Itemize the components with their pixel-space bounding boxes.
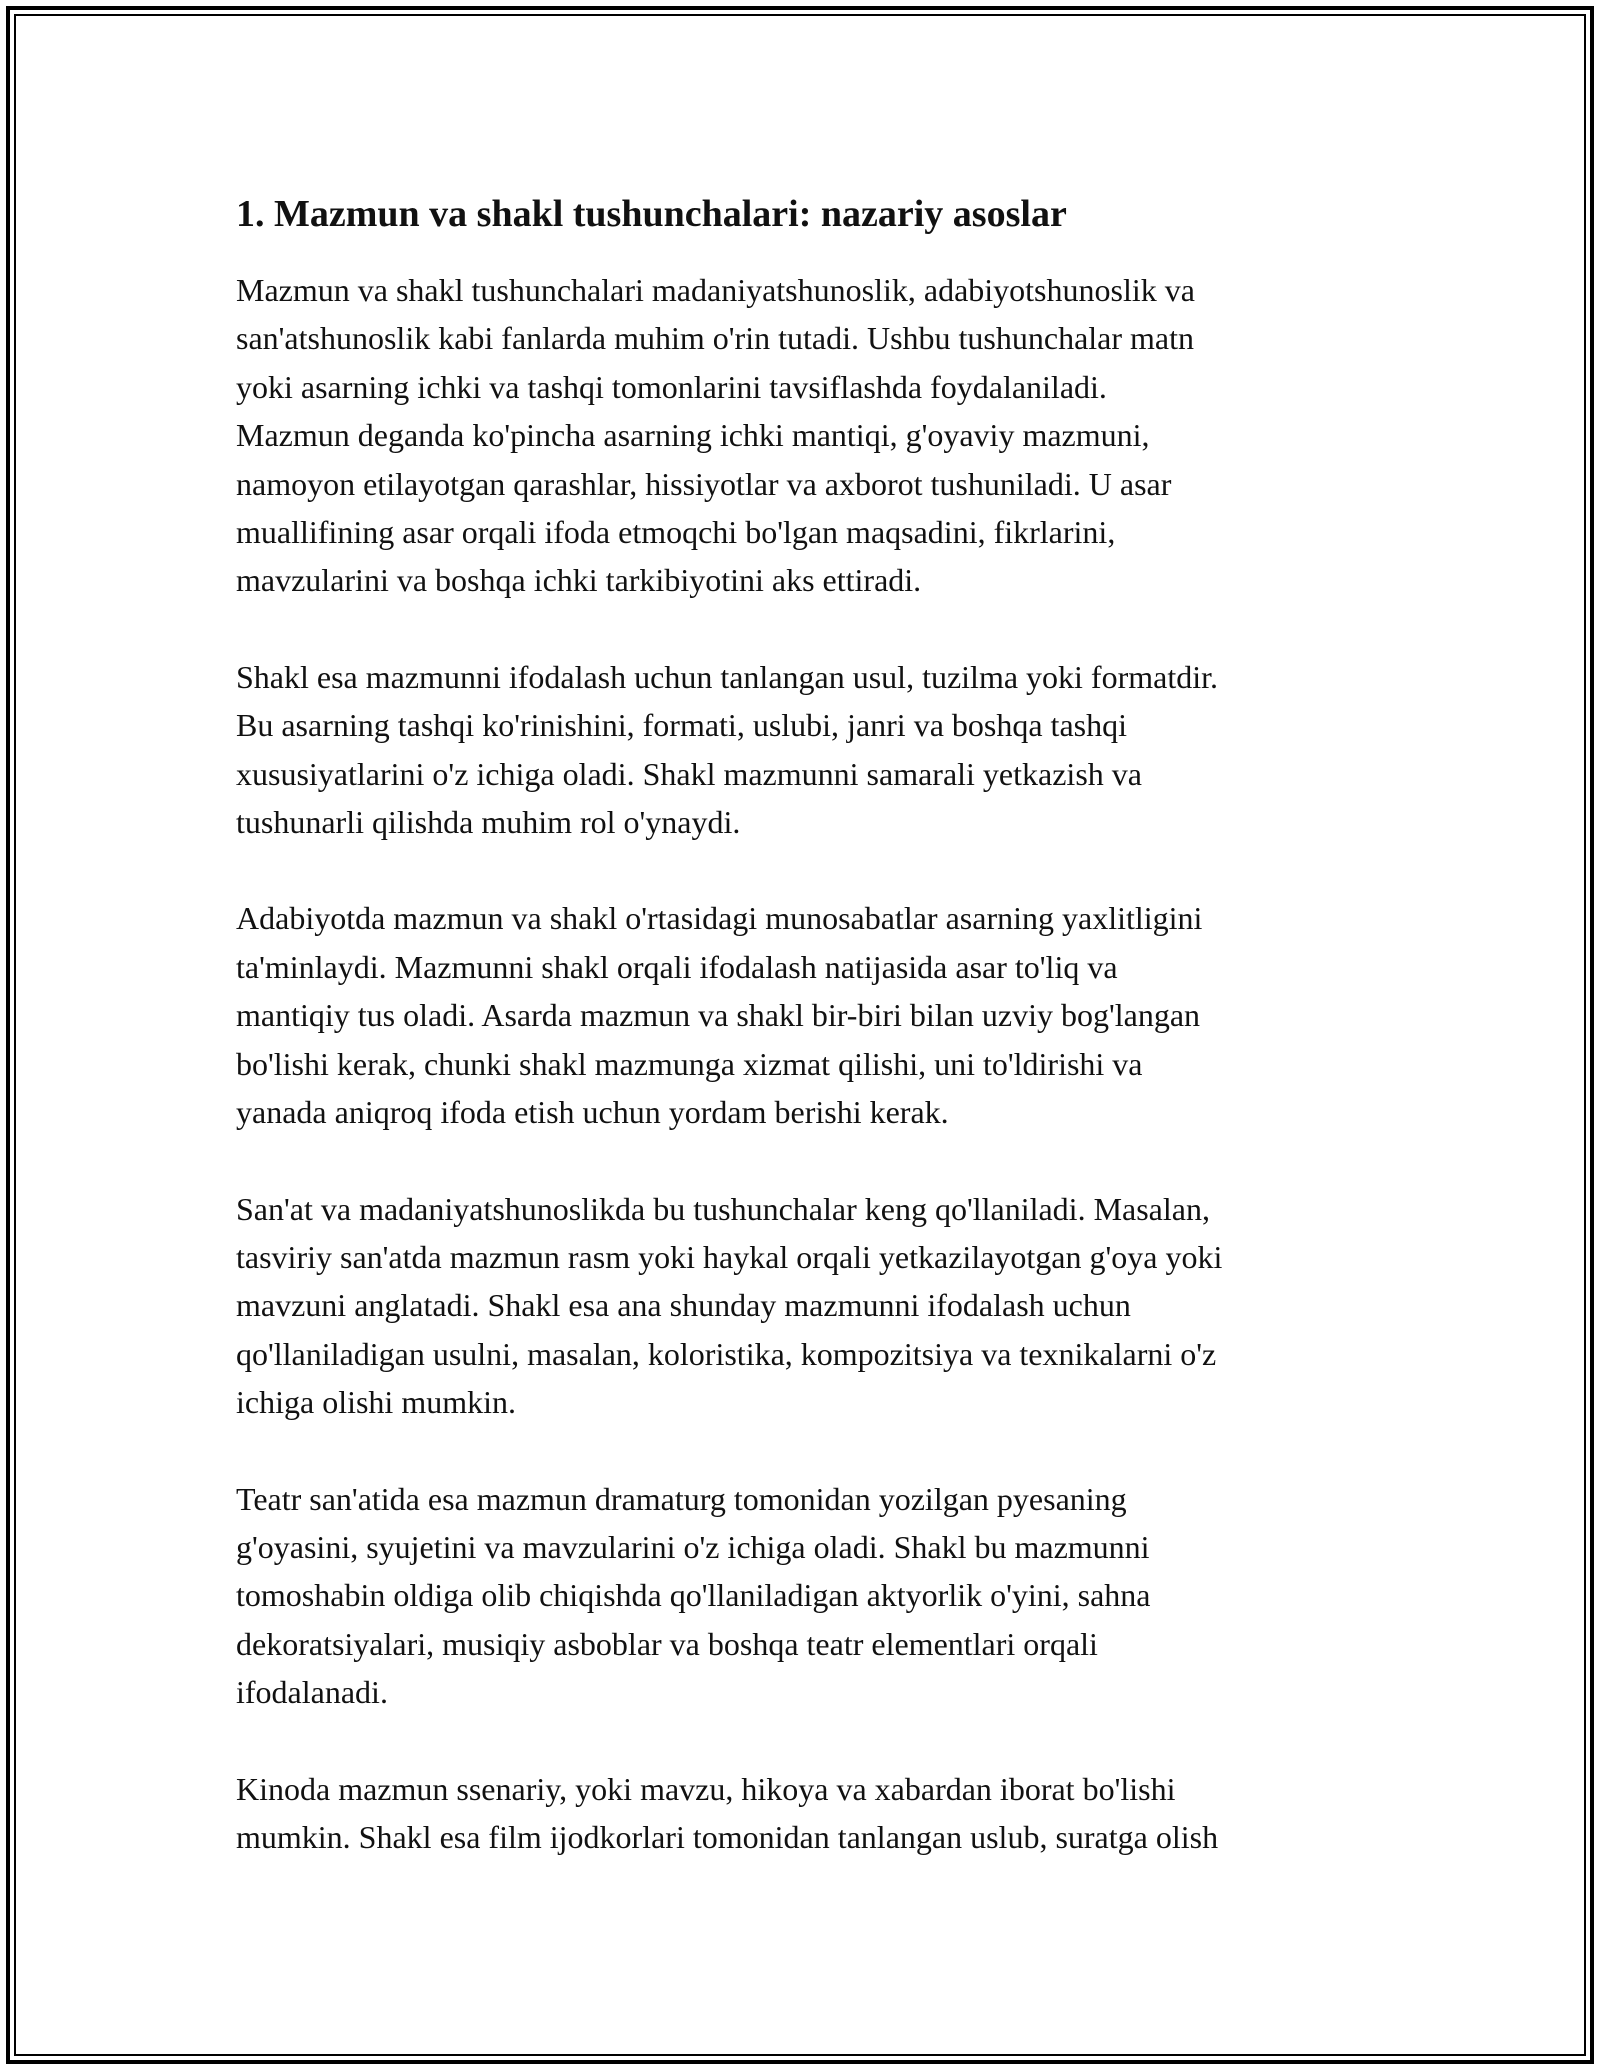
text-line: mumkin. Shakl esa film ijodkorlari tomonidan tanlangan uslub, suratga olish <box>236 1818 1219 1855</box>
paragraph-shakl <box>236 653 1386 847</box>
paragraph-adabiyot <box>236 894 1386 1136</box>
text-line: tomoshabin oldiga olib chiqishda qo'llaniladigan aktyorlik o'yini, sahna <box>236 1577 1151 1614</box>
text-line: tushunarli qilishda muhim rol o'ynaydi. <box>236 804 741 841</box>
section-heading: 1. Mazmun va shakl tushunchalari: nazariy asoslar <box>236 193 1067 235</box>
text-line: Teatr san'atida esa mazmun dramaturg tomonidan yozilgan pyesaning <box>236 1480 1127 1517</box>
paragraph-teatr <box>236 1475 1386 1717</box>
text-line: san'atshunoslik kabi fanlarda muhim o'rin tutadi. Ushbu tushunchalar matn <box>236 320 1195 357</box>
text-line: Bu asarning tashqi ko'rinishini, formati, uslubi, janri va boshqa tashqi <box>236 707 1127 744</box>
text-line: ichiga olishi mumkin. <box>236 1384 516 1421</box>
text-line: xususiyatlarini o'z ichiga oladi. Shakl mazmunni samarali yetkazish va <box>236 755 1142 792</box>
text-line: Adabiyotda mazmun va shakl o'rtasidagi munosabatlar asarning yaxlitligini <box>236 900 1203 937</box>
text-line: tasviriy san'atda mazmun rasm yoki haykal orqali yetkazilayotgan g'oya yoki <box>236 1238 1223 1275</box>
document-body <box>236 186 1386 1861</box>
text-line: ta'minlaydi. Mazmunni shakl orqali ifodalash natijasida asar to'liq va <box>236 948 1118 985</box>
text-line: mavzuni anglatadi. Shakl esa ana shunday mazmunni ifodalash uchun <box>236 1287 1131 1324</box>
paragraph-mazmun <box>236 266 1386 605</box>
paragraph-kino <box>236 1765 1386 1862</box>
text-line: dekoratsiyalari, musiqiy asboblar va boshqa teatr elementlari orqali <box>236 1625 1098 1662</box>
text-line: Mazmun deganda ko'pincha asarning ichki mantiqi, g'oyaviy mazmuni, <box>236 417 1150 454</box>
text-line: yanada aniqroq ifoda etish uchun yordam berishi kerak. <box>236 1094 949 1131</box>
text-line: San'at va madaniyatshunoslikda bu tushunchalar keng qo'llaniladi. Masalan, <box>236 1190 1210 1227</box>
text-line: bo'lishi kerak, chunki shakl mazmunga xizmat qilishi, uni to'ldirishi va <box>236 1045 1143 1082</box>
text-line: qo'llaniladigan usulni, masalan, koloristika, kompozitsiya va texnikalarni o'z <box>236 1335 1217 1372</box>
text-line: Mazmun va shakl tushunchalari madaniyatshunoslik, adabiyotshunoslik va <box>236 272 1195 308</box>
text-line: g'oyasini, syujetini va mavzularini o'z ichiga oladi. Shakl bu mazmunni <box>236 1528 1150 1565</box>
text-line: ifodalanadi. <box>236 1674 388 1711</box>
text-line: Shakl esa mazmunni ifodalash uchun tanlangan usul, tuzilma yoki formatdir. <box>236 658 1218 695</box>
text-line: namoyon etilayotgan qarashlar, hissiyotlar va axborot tushuniladi. U asar <box>236 465 1172 502</box>
text-line: muallifining asar orqali ifoda etmoqchi bo'lgan maqsadini, fikrlarini, <box>236 514 1116 551</box>
text-line: mavzularini va boshqa ichki tarkibiyotini aks ettiradi. <box>236 562 922 599</box>
paragraph-sanat <box>236 1185 1386 1427</box>
text-line: yoki asarning ichki va tashqi tomonlarini tavsiflashda foydalaniladi. <box>236 368 1107 405</box>
text-line: Kinoda mazmun ssenariy, yoki mavzu, hikoya va xabardan iborat bo'lishi <box>236 1770 1176 1807</box>
text-line: mantiqiy tus oladi. Asarda mazmun va shakl bir-biri bilan uzviy bog'langan <box>236 997 1201 1034</box>
